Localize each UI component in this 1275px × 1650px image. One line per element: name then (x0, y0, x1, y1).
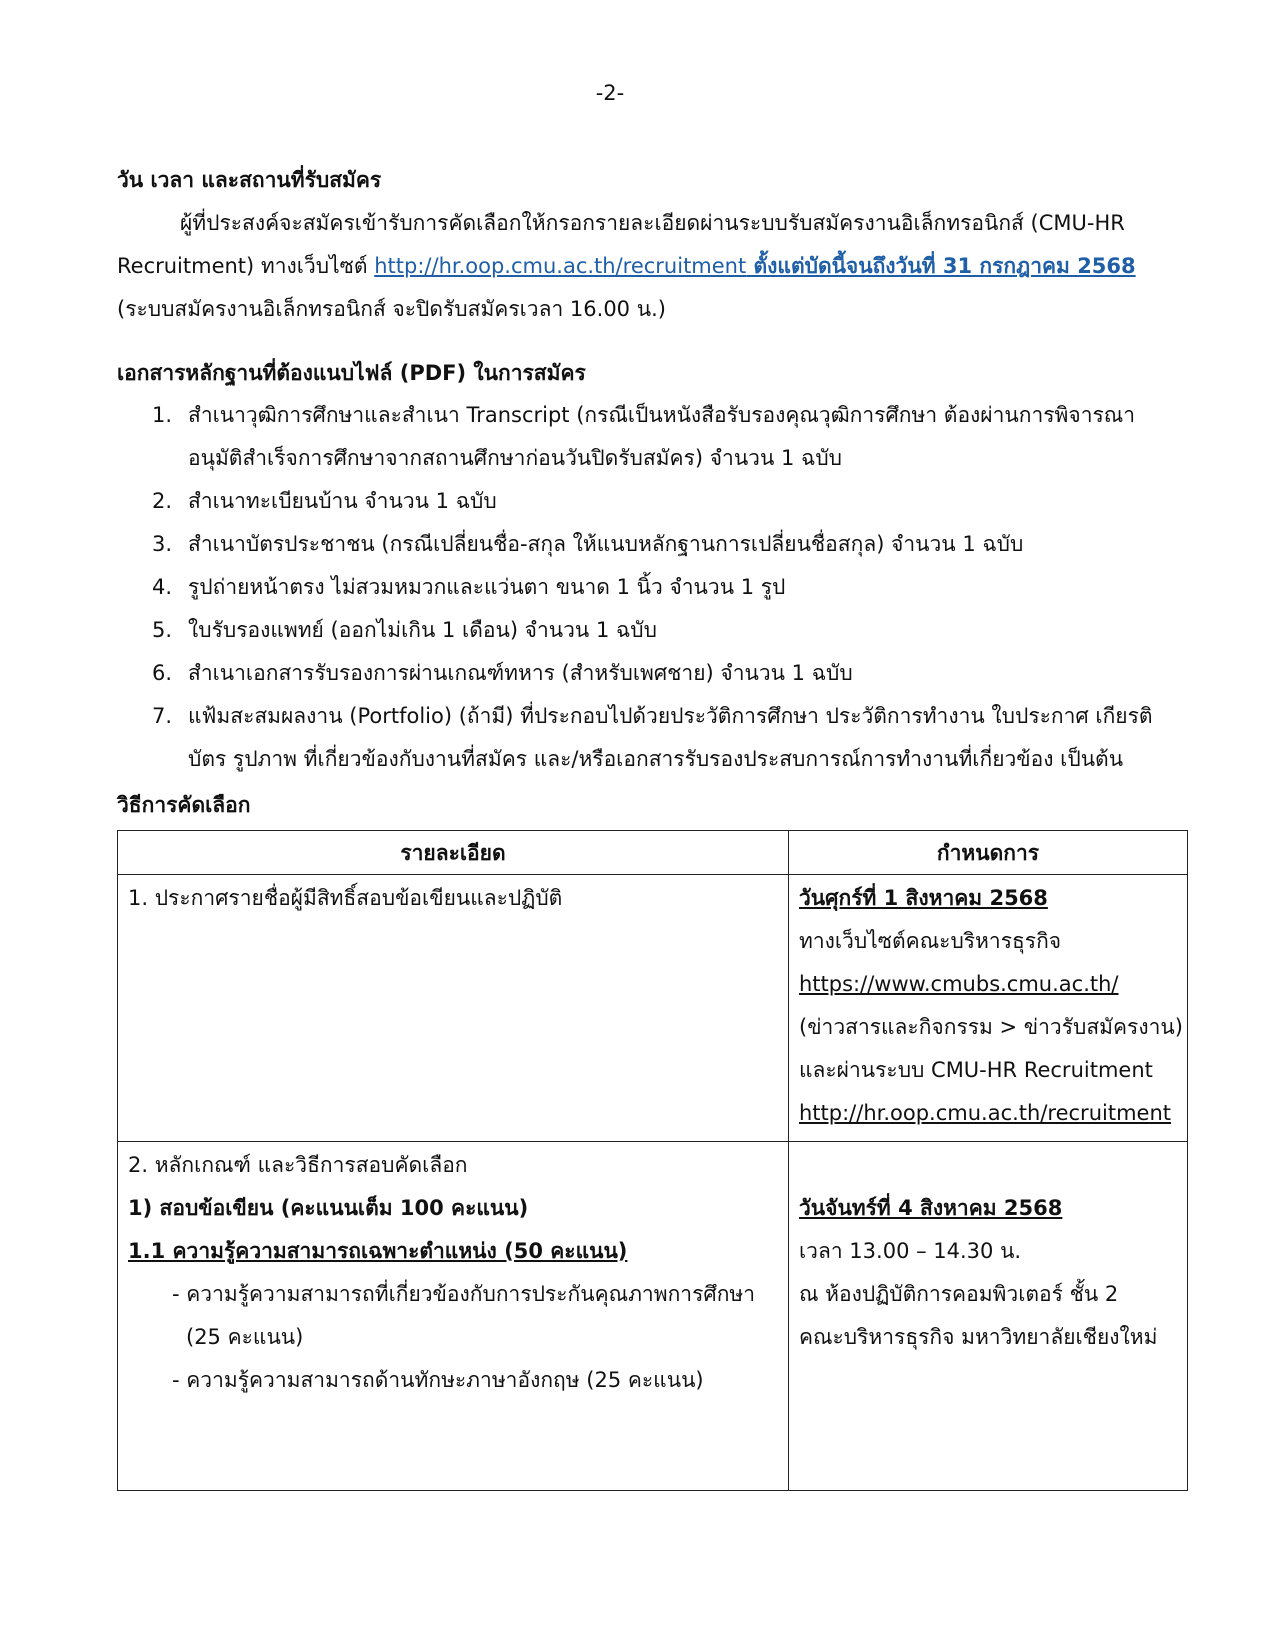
document-item-text: แฟ้มสะสมผลงาน (Portfolio) (ถ้ามี) ที่ประกอบไปด้วยประวัติการศึกษา ประวัติการทำงาน ใบประกาศ เกียรติ (188, 704, 1153, 728)
apply-heading: วัน เวลา และสถานที่รับสมัคร (117, 168, 382, 192)
row2-time: เวลา 13.00 – 14.30 น. (799, 1239, 1022, 1263)
col-schedule-header: กำหนดการ (789, 831, 1188, 875)
row2-place-2: คณะบริหารธุรกิจ มหาวิทยาลัยเชียงใหม่ (799, 1325, 1158, 1349)
apply-deadline: ตั้งแต่บัดนี้จนถึงวันที่ 31 กรกฎาคม 2568 (746, 254, 1136, 278)
row2-bullet-1-cont: (25 คะแนน) (186, 1325, 304, 1349)
document-item-text: รูปถ่ายหน้าตรง ไม่สวมหมวกและแว่นตา ขนาด 1 นิ้ว จำนวน 1 รูป (188, 575, 786, 599)
selection-table (117, 830, 1188, 1491)
cmubs-link[interactable]: https://www.cmubs.cmu.ac.th/ (799, 972, 1119, 996)
apply-line-2-prefix: Recruitment) ทางเว็บไซต์ (117, 254, 375, 278)
row2-place-1: ณ ห้องปฏิบัติการคอมพิวเตอร์ ชั้น 2 (799, 1282, 1119, 1306)
row1-detail: 1. ประกาศรายชื่อผู้มีสิทธิ์สอบข้อเขียนและปฏิบัติ (128, 886, 563, 910)
recruitment-link[interactable]: http://hr.oop.cmu.ac.th/recruitment (374, 254, 747, 278)
apply-line-2 (117, 251, 1136, 281)
row1-schedule-cell (789, 875, 1188, 1142)
document-item-number: 2. (152, 489, 173, 513)
row2-sub: 1.1 ความรู้ความสามารถเฉพาะตำแหน่ง (50 คะแนน) (128, 1239, 628, 1263)
row2-details-cell (118, 1142, 789, 1491)
document-item-text: สำเนาบัตรประชาชน (กรณีเปลี่ยนชื่อ-สกุล ให้แนบหลักฐานการเปลี่ยนชื่อสกุล) จำนวน 1 ฉบับ (188, 532, 1024, 556)
document-item-number: 6. (152, 661, 173, 685)
document-item-number: 5. (152, 618, 173, 642)
table-row (118, 1142, 1188, 1491)
row2-bullet-1: - ความรู้ความสามารถที่เกี่ยวข้องกับการประกันคุณภาพการศึกษา (172, 1282, 756, 1306)
apply-line-3: (ระบบสมัครงานอิเล็กทรอนิกส์ จะปิดรับสมัครเวลา 16.00 น.) (117, 297, 666, 321)
document-item-number: 1. (152, 403, 173, 427)
document-item-text: ใบรับรองแพทย์ (ออกไม่เกิน 1 เดือน) จำนวน 1 ฉบับ (188, 618, 657, 642)
row1-date: วันศุกร์ที่ 1 สิงหาคม 2568 (799, 886, 1048, 910)
document-item-number: 4. (152, 575, 173, 599)
row2-schedule-cell (789, 1142, 1188, 1491)
document-item-number: 7. (152, 704, 173, 728)
table-header-row (118, 831, 1188, 875)
row1-line2: (ข่าวสารและกิจกรรม > ข่าวรับสมัครงาน) (799, 1015, 1183, 1039)
row1-line1: ทางเว็บไซต์คณะบริหารธุรกิจ (799, 929, 1062, 953)
document-item-text: สำเนาเอกสารรับรองการผ่านเกณฑ์ทหาร (สำหรับเพศชาย) จำนวน 1 ฉบับ (188, 661, 853, 685)
row1-line3: และผ่านระบบ CMU-HR Recruitment (799, 1058, 1153, 1082)
table-row (118, 875, 1188, 1142)
document-item-text: อนุมัติสำเร็จการศึกษาจากสถานศึกษาก่อนวันปิดรับสมัคร) จำนวน 1 ฉบับ (188, 446, 842, 470)
row2-date: วันจันทร์ที่ 4 สิงหาคม 2568 (799, 1196, 1063, 1220)
document-item-text: สำเนาทะเบียนบ้าน จำนวน 1 ฉบับ (188, 489, 497, 513)
hr-recruitment-link[interactable]: http://hr.oop.cmu.ac.th/recruitment (799, 1101, 1171, 1125)
row2-title: 2. หลักเกณฑ์ และวิธีการสอบคัดเลือก (128, 1153, 468, 1177)
row2-bullet-2: - ความรู้ความสามารถด้านทักษะภาษาอังกฤษ (25 คะแนน) (172, 1368, 704, 1392)
page-number: -2- (595, 81, 625, 105)
row2-exam: 1) สอบข้อเขียน (คะแนนเต็ม 100 คะแนน) (128, 1196, 529, 1220)
document-item-number: 3. (152, 532, 173, 556)
apply-line-1: ผู้ที่ประสงค์จะสมัครเข้ารับการคัดเลือกให้กรอกรายละเอียดผ่านระบบรับสมัครงานอิเล็กทรอนิกส์ (CMU-HR (180, 211, 1125, 235)
documents-heading: เอกสารหลักฐานที่ต้องแนบไฟล์ (PDF) ในการสมัคร (117, 361, 586, 385)
row1-details-cell (118, 875, 789, 1142)
document-item-text: สำเนาวุฒิการศึกษาและสำเนา Transcript (กรณีเป็นหนังสือรับรองคุณวุฒิการศึกษา ต้องผ่านการพิจารณา (188, 403, 1136, 427)
document-item-text: บัตร รูปภาพ ที่เกี่ยวข้องกับงานที่สมัคร และ/หรือเอกสารรับรองประสบการณ์การทำงานที่เกี่ยวข้อง เป็นต้น (188, 747, 1124, 771)
col-details-header: รายละเอียด (118, 831, 789, 875)
selection-heading: วิธีการคัดเลือก (117, 793, 251, 817)
